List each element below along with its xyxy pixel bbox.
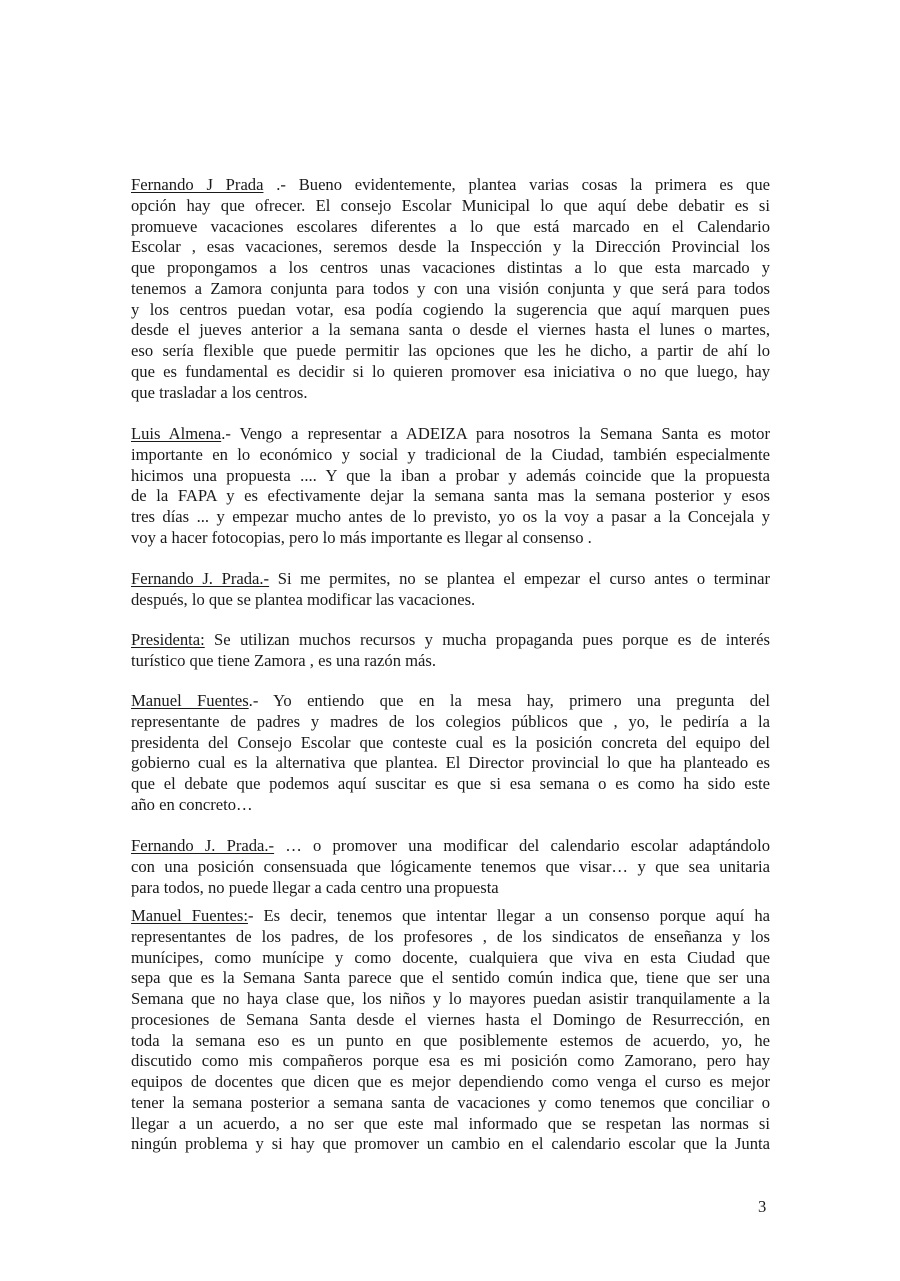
line-text: sepa que es la Semana Santa parece que el sentido común indica que, tiene que ser una: [131, 968, 770, 988]
text-line: [131, 906, 770, 927]
text-line: [131, 857, 770, 878]
line-text: turístico que tiene Zamora , es una razón más.: [131, 650, 437, 670]
line-text: munícipes, como munícipe y como docente, cualquiera que viva en esta Ciudad que: [131, 947, 770, 967]
text-line: [131, 712, 770, 733]
text-line: [131, 1114, 770, 1135]
text-line: [131, 507, 770, 528]
line-text: eso sería flexible que puede permitir las opciones que les he dicho, a partir de ahí lo: [131, 341, 770, 360]
speaker-paragraph: [131, 691, 770, 816]
text-line: [131, 528, 770, 549]
speaker-name: Presidenta:: [131, 630, 205, 649]
speaker-paragraph: [131, 630, 770, 672]
line-text: ningún problema y si hay que promover un cambio en el calendario escolar que la Junta: [131, 1134, 770, 1154]
text-line: [131, 237, 770, 258]
line-text: .- Yo entiendo que en la mesa hay, primero una pregunta del: [248, 691, 770, 710]
line-text: Semana que no haya clase que, los niños y lo mayores puedan asistir tranquilamente a la: [131, 989, 770, 1008]
line-text: hicimos una propuesta .... Y que la iban a probar y además coincide que la propuesta: [131, 465, 770, 485]
speaker-name: Manuel Fuentes: [131, 691, 249, 710]
text-line: [131, 630, 770, 651]
line-text: que el debate que podemos aquí suscitar es que si esa semana o es como ha sido este: [131, 774, 770, 793]
text-line: [131, 691, 770, 712]
speaker-paragraph: [131, 569, 770, 611]
text-line: [131, 774, 770, 795]
text-line: [131, 878, 770, 899]
text-line: [131, 836, 770, 857]
line-text: procesiones de Semana Santa desde el viernes hasta el Domingo de Resurrección, en: [131, 1009, 770, 1029]
line-text: equipos de docentes que dicen que es mejor dependiendo como venga el curso es mejor: [131, 1072, 770, 1091]
line-text: Si me permites, no se plantea el empezar el curso antes o terminar: [269, 569, 771, 588]
line-text: que trasladar a los centros.: [131, 382, 308, 402]
speaker-name: Fernando J Prada: [131, 175, 264, 194]
speaker-paragraph: [131, 836, 770, 898]
line-text: .- Vengo a representar a ADEIZA para nosotros la Semana Santa es motor: [221, 424, 770, 443]
line-text: Escolar , esas vacaciones, seremos desde la Inspección y la Dirección Provincial los: [131, 237, 770, 257]
text-line: [131, 753, 770, 774]
line-text: que es fundamental es decidir si lo quieren promover esa iniciativa o no que luego, hay: [131, 361, 770, 381]
line-text: .- Bueno evidentemente, plantea varias cosas la primera es que: [263, 175, 770, 194]
speaker-paragraph: [131, 906, 770, 1155]
line-text: que propongamos a los centros unas vacaciones distintas a lo que esta marcado y: [131, 258, 770, 277]
line-text: toda la semana eso es un punto en que posiblemente estemos de acuerdo, yo, he: [131, 1030, 770, 1050]
text-line: [131, 486, 770, 507]
line-text: promueve vacaciones escolares diferentes a lo que está marcado en el Calendario: [131, 216, 770, 236]
text-line: [131, 651, 770, 672]
line-text: con una posición consensuada que lógicamente tenemos que visar… y que sea unitaria: [131, 856, 770, 876]
line-text: llegar a un acuerdo, a no ser que este mal informado que se respetan las normas si: [131, 1113, 770, 1133]
text-line: [131, 466, 770, 487]
text-line: [131, 1093, 770, 1114]
line-text: y los centros puedan votar, esa podía cogiendo la sugerencia que aquí marquen pues: [131, 299, 770, 319]
speaker-name: Fernando J. Prada.-: [131, 569, 270, 588]
text-line: [131, 217, 770, 238]
text-line: [131, 341, 770, 362]
speaker-name: Luis Almena: [131, 424, 222, 443]
text-line: [131, 948, 770, 969]
text-line: [131, 1051, 770, 1072]
line-text: tres días ... y empezar mucho antes de lo previsto, yo os la voy a pasar a la Concejala y: [131, 507, 770, 526]
line-text: voy a hacer fotocopias, pero lo más importante es llegar al consenso .: [131, 527, 592, 547]
text-line: [131, 989, 770, 1010]
text-line: [131, 1031, 770, 1052]
line-text: discutido como mis compañeros porque esa es mi posición como Zamorano, pero hay: [131, 1051, 770, 1071]
line-text: tenemos a Zamora conjunta para todos y con una visión conjunta y que será para todos: [131, 278, 770, 298]
line-text: representante de padres y madres de los colegios públicos que , yo, le pediría a la: [131, 711, 770, 731]
text-line: [131, 590, 770, 611]
text-line: [131, 362, 770, 383]
text-line: [131, 383, 770, 404]
line-text: importante en lo económico y social y tradicional de la Ciudad, también especialmente: [131, 444, 770, 464]
text-line: [131, 968, 770, 989]
text-line: [131, 569, 770, 590]
text-line: [131, 445, 770, 466]
text-line: [131, 1134, 770, 1155]
text-line: [131, 424, 770, 445]
text-line: [131, 1072, 770, 1093]
page-number: 3: [758, 1197, 767, 1216]
text-line: [131, 320, 770, 341]
line-text: representantes de los padres, de los profesores , de los sindicatos de enseñanza y los: [131, 926, 770, 946]
text-line: [131, 279, 770, 300]
speaker-paragraph: [131, 175, 770, 403]
text-line: [131, 733, 770, 754]
line-text: opción hay que ofrecer. El consejo Escolar Municipal lo que aquí debe debatir es si: [131, 195, 770, 215]
text-line: [131, 927, 770, 948]
speaker-name: Fernando J. Prada.-: [131, 836, 275, 855]
line-text: desde el jueves anterior a la semana santa o desde el viernes hasta el lunes o martes,: [131, 320, 770, 340]
line-text: después, lo que se plantea modificar las vacaciones.: [131, 589, 476, 609]
text-line: [131, 258, 770, 279]
speaker-name: Manuel Fuentes:: [131, 906, 248, 925]
line-text: año en concreto…: [131, 794, 253, 814]
line-text: presidenta del Consejo Escolar que conteste cual es la posición concreta del equipo del: [131, 732, 770, 752]
text-line: [131, 1010, 770, 1031]
line-text: tener la semana posterior a semana santa de vacaciones y como tenemos que conciliar o: [131, 1092, 770, 1112]
text-line: [131, 175, 770, 196]
text-line: [131, 196, 770, 217]
text-line: [131, 795, 770, 816]
line-text: para todos, no puede llegar a cada centro una propuesta: [131, 877, 499, 897]
text-line: [131, 300, 770, 321]
line-text: de la FAPA y es efectivamente dejar la semana santa mas la semana posterior y esos: [131, 486, 770, 506]
line-text: … o promover una modificar del calendario escolar adaptándolo: [274, 836, 771, 855]
line-text: Se utilizan muchos recursos y mucha propaganda pues porque es de interés: [204, 630, 770, 649]
line-text: - Es decir, tenemos que intentar llegar a un consenso porque aquí ha: [247, 906, 770, 925]
line-text: gobierno cual es la alternativa que plantea. El Director provincial lo que ha planteado es: [131, 753, 770, 773]
speaker-paragraph: [131, 424, 770, 549]
